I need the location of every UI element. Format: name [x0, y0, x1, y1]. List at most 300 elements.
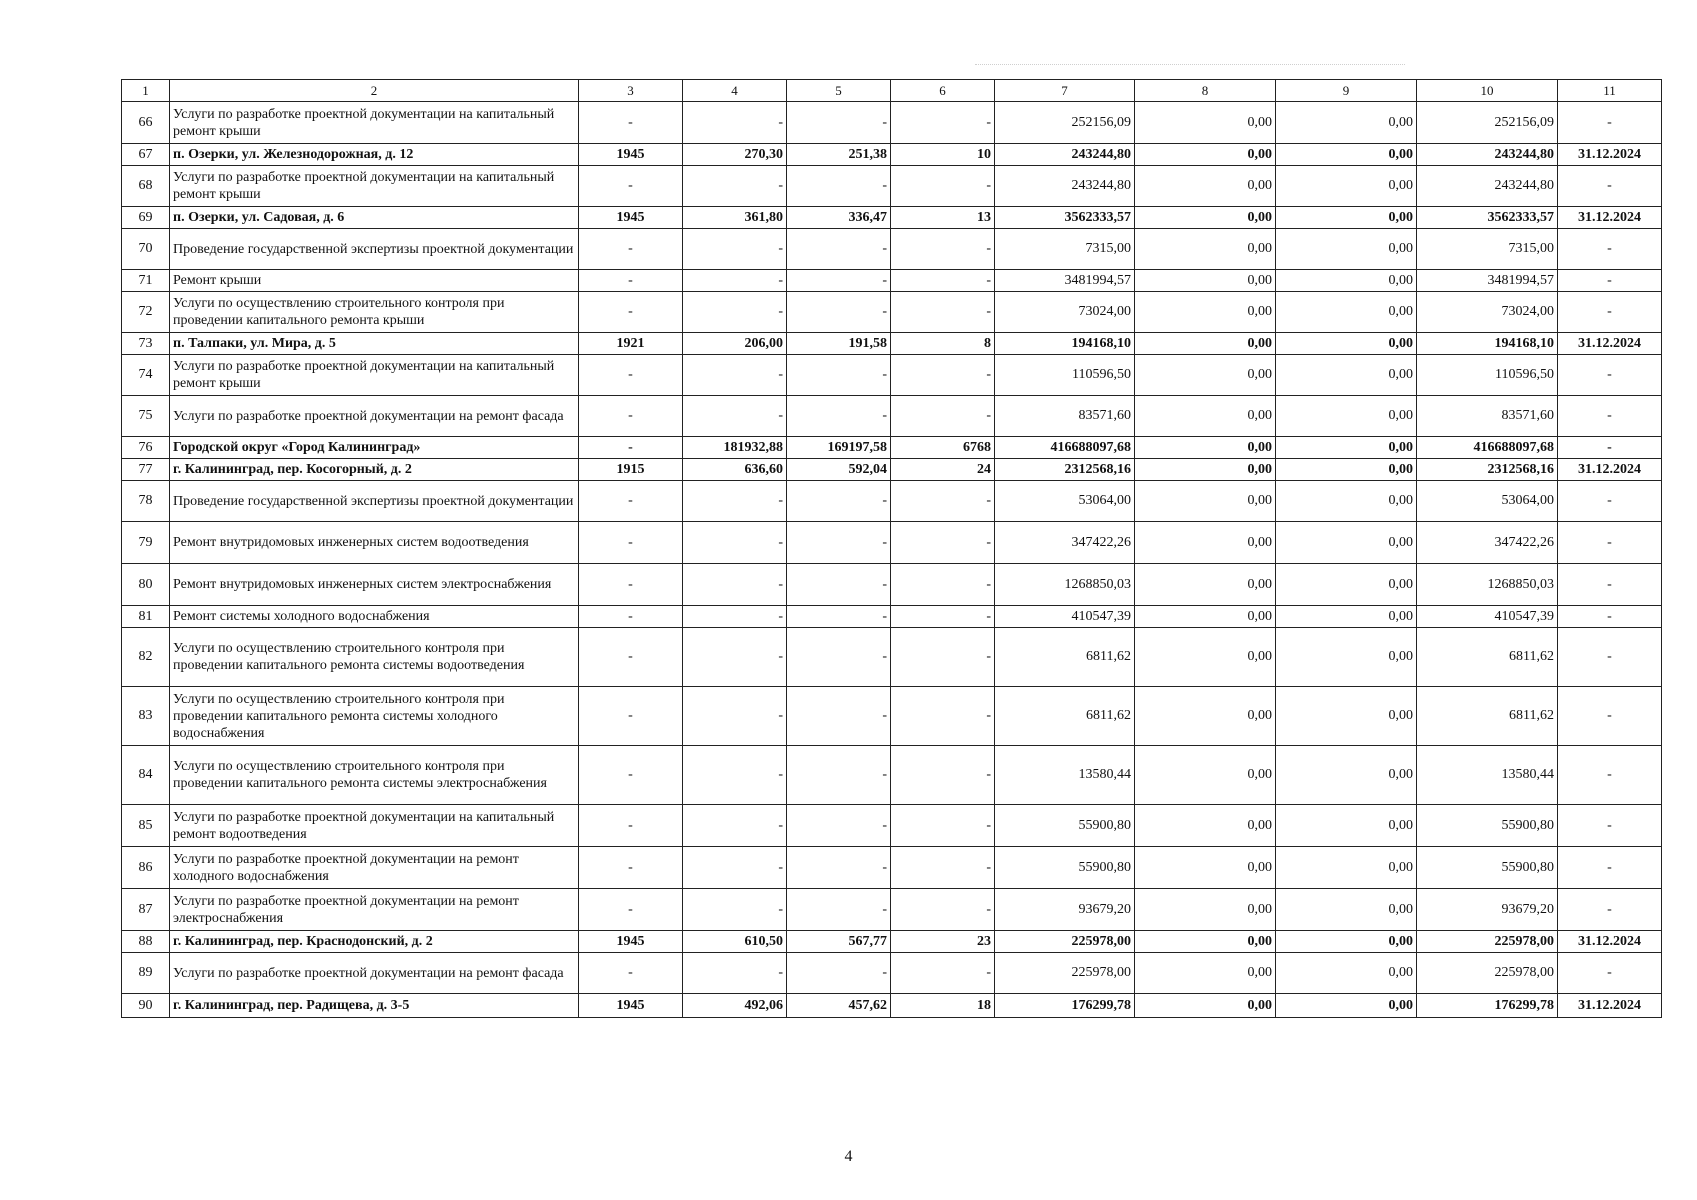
- year-cell: 1945: [579, 994, 683, 1018]
- residents-cell: -: [891, 166, 995, 207]
- deadline-cell: 31.12.2024: [1558, 994, 1662, 1018]
- residents-cell: -: [891, 355, 995, 396]
- row-name: Услуги по разработке проектной документации на капитальный ремонт крыши: [170, 102, 579, 144]
- row-number: 72: [122, 292, 170, 333]
- living-area-cell: -: [787, 953, 891, 994]
- year-cell: 1945: [579, 144, 683, 166]
- cost-col9-cell: 0,00: [1276, 628, 1417, 687]
- table-row: [122, 994, 1662, 1018]
- cost-col9-cell: 0,00: [1276, 994, 1417, 1018]
- cost-total-cell: 93679,20: [995, 889, 1135, 931]
- column-number-1: 1: [122, 80, 170, 102]
- table-row: [122, 292, 1662, 333]
- table-row: [122, 687, 1662, 746]
- row-name: Услуги по осуществлению строительного контроля при проведении капитального ремонта крыши: [170, 292, 579, 333]
- cost-total-cell: 83571,60: [995, 396, 1135, 437]
- cost-col9-cell: 0,00: [1276, 805, 1417, 847]
- cost-col8-cell: 0,00: [1135, 144, 1276, 166]
- total-area-cell: 492,06: [683, 994, 787, 1018]
- cost-total-cell: 110596,50: [995, 355, 1135, 396]
- living-area-cell: -: [787, 889, 891, 931]
- total-area-cell: 636,60: [683, 459, 787, 481]
- cost-col9-cell: 0,00: [1276, 270, 1417, 292]
- living-area-cell: -: [787, 564, 891, 606]
- cost-col9-cell: 0,00: [1276, 481, 1417, 522]
- row-number: 81: [122, 606, 170, 628]
- cost-col10-cell: 225978,00: [1417, 931, 1558, 953]
- year-cell: -: [579, 166, 683, 207]
- column-number-10: 10: [1417, 80, 1558, 102]
- row-name: Услуги по осуществлению строительного контроля при проведении капитального ремонта системы электроснабжения: [170, 746, 579, 805]
- deadline-cell: -: [1558, 687, 1662, 746]
- cost-col10-cell: 410547,39: [1417, 606, 1558, 628]
- row-number: 84: [122, 746, 170, 805]
- column-number-6: 6: [891, 80, 995, 102]
- cost-total-cell: 6811,62: [995, 628, 1135, 687]
- column-number-2: 2: [170, 80, 579, 102]
- cost-total-cell: 176299,78: [995, 994, 1135, 1018]
- row-number: 87: [122, 889, 170, 931]
- row-name: Ремонт крыши: [170, 270, 579, 292]
- living-area-cell: 567,77: [787, 931, 891, 953]
- residents-cell: -: [891, 292, 995, 333]
- living-area-cell: -: [787, 606, 891, 628]
- total-area-cell: -: [683, 481, 787, 522]
- cost-col10-cell: 93679,20: [1417, 889, 1558, 931]
- row-name: п. Озерки, ул. Садовая, д. 6: [170, 207, 579, 229]
- total-area-cell: -: [683, 953, 787, 994]
- table-row: [122, 207, 1662, 229]
- row-number: 68: [122, 166, 170, 207]
- year-cell: -: [579, 564, 683, 606]
- deadline-cell: -: [1558, 522, 1662, 564]
- table-row: [122, 606, 1662, 628]
- cost-col8-cell: 0,00: [1135, 292, 1276, 333]
- cost-col10-cell: 176299,78: [1417, 994, 1558, 1018]
- living-area-cell: -: [787, 847, 891, 889]
- cost-col10-cell: 2312568,16: [1417, 459, 1558, 481]
- year-cell: 1945: [579, 207, 683, 229]
- cost-total-cell: 3481994,57: [995, 270, 1135, 292]
- cost-col8-cell: 0,00: [1135, 481, 1276, 522]
- cost-col8-cell: 0,00: [1135, 459, 1276, 481]
- residents-cell: -: [891, 687, 995, 746]
- total-area-cell: 181932,88: [683, 437, 787, 459]
- cost-col9-cell: 0,00: [1276, 355, 1417, 396]
- table-row: [122, 144, 1662, 166]
- row-name: Услуги по разработке проектной документации на ремонт холодного водоснабжения: [170, 847, 579, 889]
- row-number: 82: [122, 628, 170, 687]
- cost-col9-cell: 0,00: [1276, 746, 1417, 805]
- cost-col8-cell: 0,00: [1135, 628, 1276, 687]
- cost-total-cell: 55900,80: [995, 805, 1135, 847]
- cost-col10-cell: 55900,80: [1417, 805, 1558, 847]
- row-number: 79: [122, 522, 170, 564]
- row-name: Услуги по осуществлению строительного контроля при проведении капитального ремонта системы холодного водоснабжения: [170, 687, 579, 746]
- cost-total-cell: 410547,39: [995, 606, 1135, 628]
- cost-col10-cell: 225978,00: [1417, 953, 1558, 994]
- column-number-8: 8: [1135, 80, 1276, 102]
- cost-col10-cell: 3481994,57: [1417, 270, 1558, 292]
- cost-col9-cell: 0,00: [1276, 931, 1417, 953]
- cost-col9-cell: 0,00: [1276, 207, 1417, 229]
- residents-cell: 23: [891, 931, 995, 953]
- total-area-cell: -: [683, 229, 787, 270]
- row-name: Услуги по разработке проектной документации на ремонт фасада: [170, 396, 579, 437]
- column-number-9: 9: [1276, 80, 1417, 102]
- cost-col10-cell: 53064,00: [1417, 481, 1558, 522]
- cost-col8-cell: 0,00: [1135, 396, 1276, 437]
- cost-col9-cell: 0,00: [1276, 333, 1417, 355]
- living-area-cell: -: [787, 522, 891, 564]
- table-row: [122, 396, 1662, 437]
- row-name: п. Озерки, ул. Железнодорожная, д. 12: [170, 144, 579, 166]
- residents-cell: -: [891, 229, 995, 270]
- deadline-cell: -: [1558, 805, 1662, 847]
- deadline-cell: -: [1558, 953, 1662, 994]
- deadline-cell: -: [1558, 102, 1662, 144]
- deadline-cell: -: [1558, 292, 1662, 333]
- living-area-cell: 251,38: [787, 144, 891, 166]
- cost-total-cell: 225978,00: [995, 931, 1135, 953]
- deadline-cell: -: [1558, 270, 1662, 292]
- cost-col8-cell: 0,00: [1135, 847, 1276, 889]
- row-name: Проведение государственной экспертизы проектной документации: [170, 481, 579, 522]
- cost-total-cell: 225978,00: [995, 953, 1135, 994]
- year-cell: -: [579, 847, 683, 889]
- row-number: 80: [122, 564, 170, 606]
- cost-total-cell: 243244,80: [995, 144, 1135, 166]
- residents-cell: -: [891, 102, 995, 144]
- cost-col8-cell: 0,00: [1135, 606, 1276, 628]
- living-area-cell: -: [787, 229, 891, 270]
- row-number: 74: [122, 355, 170, 396]
- cost-col10-cell: 252156,09: [1417, 102, 1558, 144]
- year-cell: -: [579, 355, 683, 396]
- cost-col8-cell: 0,00: [1135, 355, 1276, 396]
- total-area-cell: -: [683, 847, 787, 889]
- row-number: 83: [122, 687, 170, 746]
- cost-col10-cell: 7315,00: [1417, 229, 1558, 270]
- scan-artifact-line: [975, 64, 1405, 65]
- cost-col9-cell: 0,00: [1276, 522, 1417, 564]
- residents-cell: -: [891, 805, 995, 847]
- cost-col8-cell: 0,00: [1135, 270, 1276, 292]
- cost-col10-cell: 194168,10: [1417, 333, 1558, 355]
- cost-total-cell: 194168,10: [995, 333, 1135, 355]
- row-number: 77: [122, 459, 170, 481]
- row-number: 67: [122, 144, 170, 166]
- cost-col10-cell: 83571,60: [1417, 396, 1558, 437]
- cost-col10-cell: 347422,26: [1417, 522, 1558, 564]
- deadline-cell: -: [1558, 628, 1662, 687]
- total-area-cell: -: [683, 355, 787, 396]
- cost-col8-cell: 0,00: [1135, 889, 1276, 931]
- residents-cell: 18: [891, 994, 995, 1018]
- cost-col9-cell: 0,00: [1276, 606, 1417, 628]
- row-name: Услуги по осуществлению строительного контроля при проведении капитального ремонта системы водоотведения: [170, 628, 579, 687]
- living-area-cell: -: [787, 355, 891, 396]
- residents-cell: -: [891, 628, 995, 687]
- cost-col10-cell: 3562333,57: [1417, 207, 1558, 229]
- row-number: 89: [122, 953, 170, 994]
- residents-cell: -: [891, 606, 995, 628]
- cost-col9-cell: 0,00: [1276, 396, 1417, 437]
- cost-col10-cell: 6811,62: [1417, 687, 1558, 746]
- cost-col8-cell: 0,00: [1135, 333, 1276, 355]
- row-number: 75: [122, 396, 170, 437]
- cost-col8-cell: 0,00: [1135, 931, 1276, 953]
- table-row: [122, 746, 1662, 805]
- table-row: [122, 522, 1662, 564]
- cost-col9-cell: 0,00: [1276, 229, 1417, 270]
- table-row: [122, 889, 1662, 931]
- deadline-cell: -: [1558, 564, 1662, 606]
- row-number: 85: [122, 805, 170, 847]
- residents-cell: 13: [891, 207, 995, 229]
- cost-col8-cell: 0,00: [1135, 564, 1276, 606]
- deadline-cell: -: [1558, 229, 1662, 270]
- table-row: [122, 805, 1662, 847]
- cost-col9-cell: 0,00: [1276, 459, 1417, 481]
- residents-cell: -: [891, 270, 995, 292]
- total-area-cell: -: [683, 102, 787, 144]
- cost-col8-cell: 0,00: [1135, 229, 1276, 270]
- living-area-cell: -: [787, 102, 891, 144]
- total-area-cell: -: [683, 805, 787, 847]
- deadline-cell: -: [1558, 437, 1662, 459]
- row-name: Услуги по разработке проектной документации на ремонт электроснабжения: [170, 889, 579, 931]
- row-name: Проведение государственной экспертизы проектной документации: [170, 229, 579, 270]
- cost-col10-cell: 416688097,68: [1417, 437, 1558, 459]
- residents-cell: 6768: [891, 437, 995, 459]
- header-row: [122, 80, 1662, 102]
- row-number: 90: [122, 994, 170, 1018]
- table-row: [122, 847, 1662, 889]
- cost-col8-cell: 0,00: [1135, 687, 1276, 746]
- cost-total-cell: 416688097,68: [995, 437, 1135, 459]
- table-row: [122, 102, 1662, 144]
- cost-total-cell: 243244,80: [995, 166, 1135, 207]
- cost-col9-cell: 0,00: [1276, 687, 1417, 746]
- cost-col8-cell: 0,00: [1135, 746, 1276, 805]
- cost-col9-cell: 0,00: [1276, 889, 1417, 931]
- cost-total-cell: 1268850,03: [995, 564, 1135, 606]
- cost-col10-cell: 55900,80: [1417, 847, 1558, 889]
- total-area-cell: 206,00: [683, 333, 787, 355]
- cost-total-cell: 55900,80: [995, 847, 1135, 889]
- cost-col10-cell: 110596,50: [1417, 355, 1558, 396]
- cost-total-cell: 347422,26: [995, 522, 1135, 564]
- table-row: [122, 270, 1662, 292]
- cost-col9-cell: 0,00: [1276, 292, 1417, 333]
- deadline-cell: -: [1558, 481, 1662, 522]
- year-cell: -: [579, 437, 683, 459]
- cost-col10-cell: 73024,00: [1417, 292, 1558, 333]
- year-cell: -: [579, 805, 683, 847]
- deadline-cell: -: [1558, 606, 1662, 628]
- residents-cell: -: [891, 746, 995, 805]
- table-row: [122, 564, 1662, 606]
- total-area-cell: -: [683, 292, 787, 333]
- cost-col8-cell: 0,00: [1135, 207, 1276, 229]
- deadline-cell: -: [1558, 847, 1662, 889]
- year-cell: -: [579, 270, 683, 292]
- cost-total-cell: 13580,44: [995, 746, 1135, 805]
- deadline-cell: -: [1558, 889, 1662, 931]
- cost-col10-cell: 243244,80: [1417, 144, 1558, 166]
- year-cell: -: [579, 628, 683, 687]
- table-row: [122, 355, 1662, 396]
- total-area-cell: -: [683, 889, 787, 931]
- cost-col8-cell: 0,00: [1135, 953, 1276, 994]
- table-row: [122, 437, 1662, 459]
- row-name: Ремонт системы холодного водоснабжения: [170, 606, 579, 628]
- living-area-cell: -: [787, 270, 891, 292]
- cost-col9-cell: 0,00: [1276, 564, 1417, 606]
- row-number: 70: [122, 229, 170, 270]
- total-area-cell: -: [683, 564, 787, 606]
- living-area-cell: 336,47: [787, 207, 891, 229]
- deadline-cell: -: [1558, 396, 1662, 437]
- total-area-cell: -: [683, 166, 787, 207]
- year-cell: -: [579, 229, 683, 270]
- living-area-cell: -: [787, 292, 891, 333]
- row-name: Услуги по разработке проектной документации на капитальный ремонт крыши: [170, 355, 579, 396]
- deadline-cell: -: [1558, 166, 1662, 207]
- cost-total-cell: 2312568,16: [995, 459, 1135, 481]
- deadline-cell: 31.12.2024: [1558, 459, 1662, 481]
- row-name: г. Калининград, пер. Косогорный, д. 2: [170, 459, 579, 481]
- cost-total-cell: 73024,00: [995, 292, 1135, 333]
- row-name: Городской округ «Город Калининград»: [170, 437, 579, 459]
- year-cell: 1945: [579, 931, 683, 953]
- deadline-cell: 31.12.2024: [1558, 207, 1662, 229]
- cost-col8-cell: 0,00: [1135, 166, 1276, 207]
- cost-col9-cell: 0,00: [1276, 144, 1417, 166]
- total-area-cell: -: [683, 746, 787, 805]
- row-number: 73: [122, 333, 170, 355]
- row-number: 66: [122, 102, 170, 144]
- residents-cell: 10: [891, 144, 995, 166]
- row-name: Услуги по разработке проектной документации на капитальный ремонт крыши: [170, 166, 579, 207]
- row-name: г. Калининград, пер. Краснодонский, д. 2: [170, 931, 579, 953]
- total-area-cell: -: [683, 606, 787, 628]
- cost-col10-cell: 6811,62: [1417, 628, 1558, 687]
- row-name: п. Талпаки, ул. Мира, д. 5: [170, 333, 579, 355]
- cost-total-cell: 3562333,57: [995, 207, 1135, 229]
- residents-cell: -: [891, 396, 995, 437]
- total-area-cell: -: [683, 396, 787, 437]
- column-number-7: 7: [995, 80, 1135, 102]
- cost-col10-cell: 13580,44: [1417, 746, 1558, 805]
- table-row: [122, 229, 1662, 270]
- year-cell: -: [579, 522, 683, 564]
- total-area-cell: 610,50: [683, 931, 787, 953]
- table-row: [122, 333, 1662, 355]
- total-area-cell: -: [683, 628, 787, 687]
- cost-total-cell: 53064,00: [995, 481, 1135, 522]
- row-number: 78: [122, 481, 170, 522]
- program-table: [121, 79, 1662, 1018]
- total-area-cell: -: [683, 270, 787, 292]
- table-body: [122, 80, 1662, 1018]
- living-area-cell: 191,58: [787, 333, 891, 355]
- residents-cell: -: [891, 889, 995, 931]
- year-cell: -: [579, 687, 683, 746]
- living-area-cell: 592,04: [787, 459, 891, 481]
- residents-cell: -: [891, 481, 995, 522]
- total-area-cell: -: [683, 687, 787, 746]
- row-number: 88: [122, 931, 170, 953]
- living-area-cell: -: [787, 396, 891, 437]
- living-area-cell: -: [787, 628, 891, 687]
- deadline-cell: 31.12.2024: [1558, 144, 1662, 166]
- table-row: [122, 628, 1662, 687]
- cost-col8-cell: 0,00: [1135, 437, 1276, 459]
- year-cell: -: [579, 292, 683, 333]
- year-cell: -: [579, 746, 683, 805]
- row-name: Услуги по разработке проектной документации на ремонт фасада: [170, 953, 579, 994]
- year-cell: -: [579, 481, 683, 522]
- table-row: [122, 459, 1662, 481]
- residents-cell: -: [891, 522, 995, 564]
- table-row: [122, 481, 1662, 522]
- living-area-cell: -: [787, 687, 891, 746]
- column-number-11: 11: [1558, 80, 1662, 102]
- year-cell: -: [579, 396, 683, 437]
- cost-col9-cell: 0,00: [1276, 847, 1417, 889]
- deadline-cell: -: [1558, 746, 1662, 805]
- table-row: [122, 953, 1662, 994]
- residents-cell: 24: [891, 459, 995, 481]
- column-number-5: 5: [787, 80, 891, 102]
- column-number-3: 3: [579, 80, 683, 102]
- year-cell: -: [579, 889, 683, 931]
- living-area-cell: 457,62: [787, 994, 891, 1018]
- row-name: г. Калининград, пер. Радищева, д. 3-5: [170, 994, 579, 1018]
- row-number: 86: [122, 847, 170, 889]
- year-cell: 1921: [579, 333, 683, 355]
- cost-col8-cell: 0,00: [1135, 994, 1276, 1018]
- year-cell: -: [579, 953, 683, 994]
- year-cell: -: [579, 102, 683, 144]
- row-number: 76: [122, 437, 170, 459]
- deadline-cell: 31.12.2024: [1558, 931, 1662, 953]
- column-number-4: 4: [683, 80, 787, 102]
- living-area-cell: -: [787, 805, 891, 847]
- cost-col9-cell: 0,00: [1276, 102, 1417, 144]
- row-name: Услуги по разработке проектной документации на капитальный ремонт водоотведения: [170, 805, 579, 847]
- year-cell: -: [579, 606, 683, 628]
- total-area-cell: -: [683, 522, 787, 564]
- row-name: Ремонт внутридомовых инженерных систем водоотведения: [170, 522, 579, 564]
- cost-col10-cell: 243244,80: [1417, 166, 1558, 207]
- cost-col10-cell: 1268850,03: [1417, 564, 1558, 606]
- residents-cell: -: [891, 847, 995, 889]
- row-number: 69: [122, 207, 170, 229]
- living-area-cell: -: [787, 746, 891, 805]
- cost-total-cell: 6811,62: [995, 687, 1135, 746]
- cost-col8-cell: 0,00: [1135, 522, 1276, 564]
- row-name: Ремонт внутридомовых инженерных систем электроснабжения: [170, 564, 579, 606]
- table-row: [122, 931, 1662, 953]
- living-area-cell: -: [787, 481, 891, 522]
- page-number: 4: [844, 1148, 853, 1165]
- table-row: [122, 166, 1662, 207]
- cost-col8-cell: 0,00: [1135, 102, 1276, 144]
- cost-col9-cell: 0,00: [1276, 953, 1417, 994]
